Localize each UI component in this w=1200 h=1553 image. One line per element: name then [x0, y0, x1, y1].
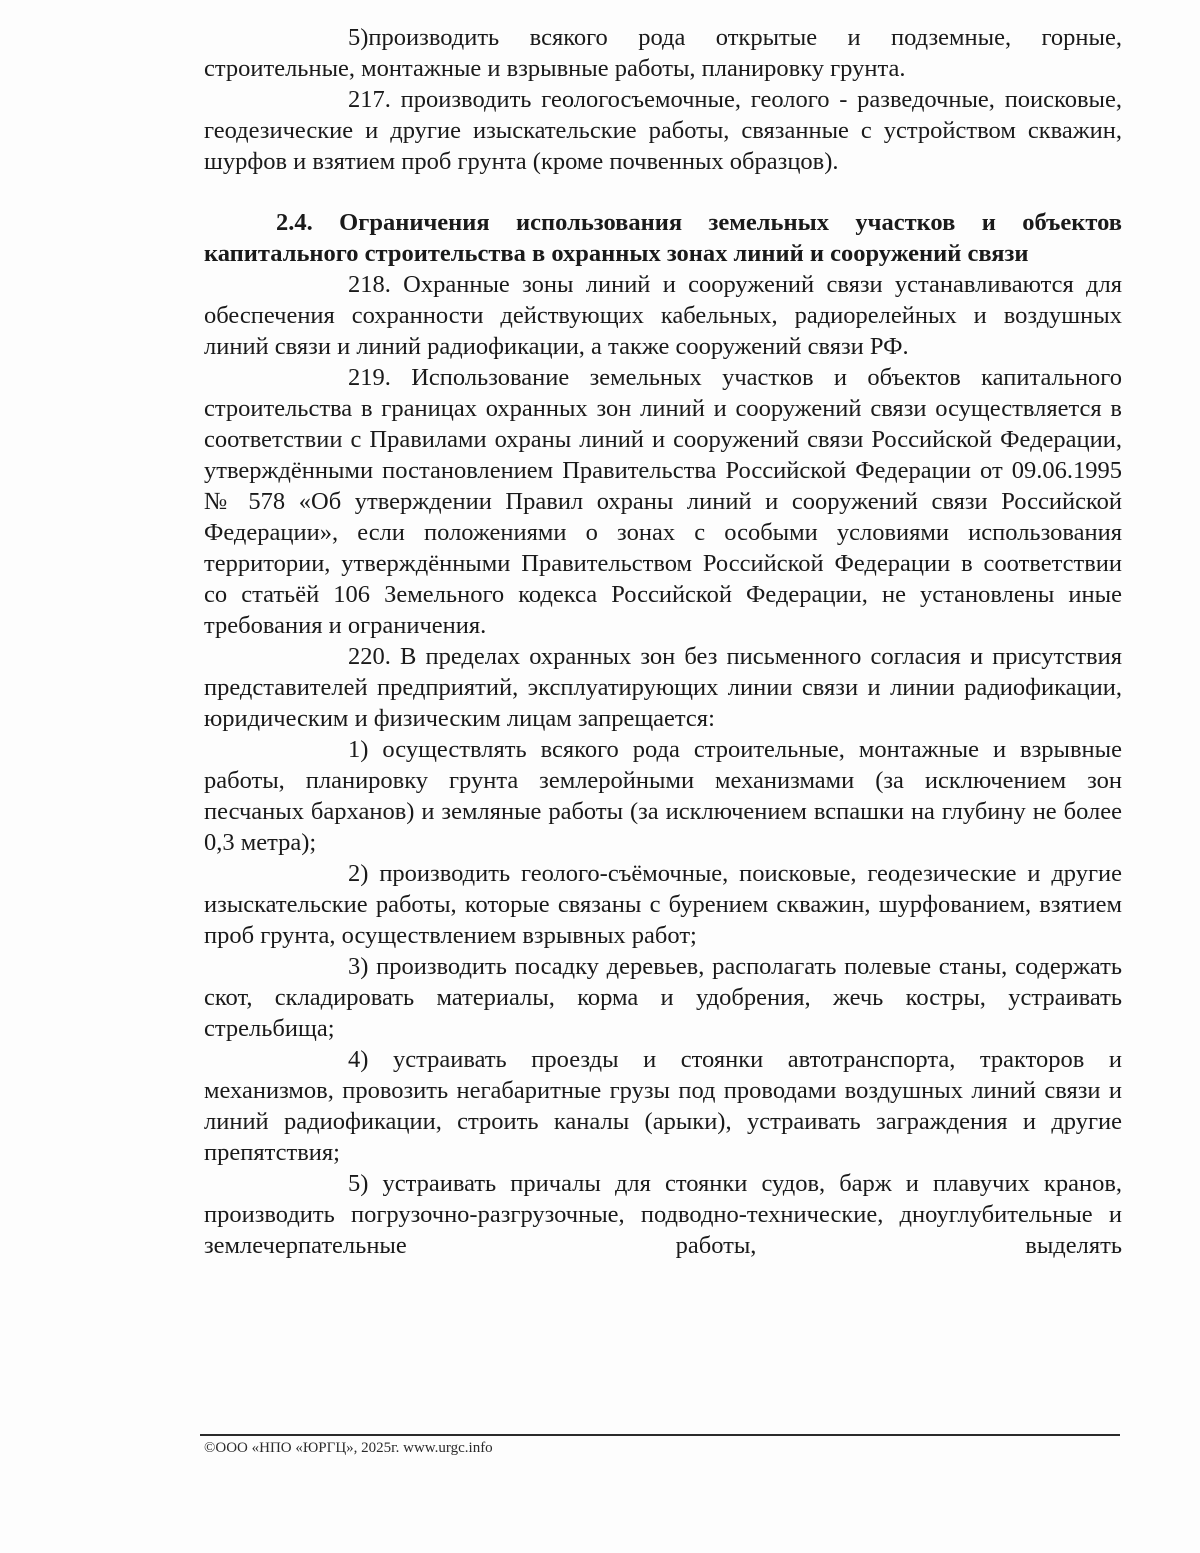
- paragraph-item-5-top: [204, 22, 1122, 84]
- list-item-3: [204, 951, 1122, 1044]
- item-number: 5): [348, 24, 369, 51]
- paragraph-number: 218.: [348, 271, 391, 298]
- item-number: 5): [348, 1170, 369, 1197]
- paragraph-text: В пределах охранных зон без письменного согласия и присутствия представителей предприятий, эксплуатирующих линии связи и линии радиофикации, юридическим и физическим лицам запрещается:: [204, 643, 1123, 732]
- item-number: 1): [348, 736, 369, 763]
- paragraph-number: 219.: [348, 364, 391, 391]
- paragraph-text: производить геологосъемочные, геолого - разведочные, поисковые, геодезические и другие изыскательские работы, связанные с устройством скважин, шурфов и взятием проб грунта (кроме почвенных образцов).: [204, 86, 1122, 175]
- item-text: производить всякого рода открытые и подземные, горные, строительные, монтажные и взрывные работы, планировку грунта.: [204, 24, 1122, 82]
- item-text: устраивать причалы для стоянки судов, барж и плавучих кранов, производить погрузочно-разгрузочные, подводно-технические, дноуглубительные и землечерпательные работы, выделять: [204, 1170, 1123, 1259]
- paragraph-number: 217.: [348, 86, 391, 113]
- list-item-4: [204, 1044, 1122, 1168]
- paragraph-217: [204, 84, 1122, 177]
- item-number: 4): [348, 1046, 369, 1073]
- footer-copyright: ©ООО «НПО «ЮРГЦ», 2025г. www.urgc.info: [204, 1440, 493, 1456]
- paragraph-219: [204, 362, 1122, 641]
- item-text: устраивать проезды и стоянки автотранспорта, тракторов и механизмов, провозить негабаритные грузы под проводами воздушных линий связи и линий радиофикации, строить каналы (арыки), устраивать заграждения и другие препятствия;: [204, 1046, 1123, 1166]
- paragraph-text: Охранные зоны линий и сооружений связи устанавливаются для обеспечения сохранности действующих кабельных, радиорелейных и воздушных линий связи и линий радиофикации, а также сооружений связи РФ.: [204, 271, 1123, 360]
- paragraph-220: [204, 641, 1122, 734]
- list-item-1: [204, 734, 1122, 858]
- paragraph-218: [204, 269, 1122, 362]
- document-body: [204, 22, 1122, 1261]
- item-text: производить посадку деревьев, располагать полевые станы, содержать скот, складировать материалы, корма и удобрения, жечь костры, устраивать стрельбища;: [204, 953, 1122, 1042]
- item-number: 2): [348, 860, 369, 887]
- list-item-2: [204, 858, 1122, 951]
- item-number: 3): [348, 953, 369, 980]
- paragraph-text: Использование земельных участков и объектов капитального строительства в границах охранных зон линий и сооружений связи осуществляется в соответствии с Правилами охраны линий и сооружений связи Российской Федерации, утверждёнными постановлением Правительства Российской Федерации от 09.06.1995 № 578 «Об утверждении Правил охраны линий и сооружений связи Российской Федерации», если положениями о зонах с особыми условиями использования территории, утверждёнными Правительством Российской Федерации в соответствии со статьёй 106 Земельного кодекса Российской Федерации, не установлены иные требования и ограничения.: [204, 364, 1122, 639]
- footer-divider: [200, 1434, 1120, 1436]
- section-heading-2-4: 2.4. Ограничения использования земельных участков и объектов капитального строительства в охранных зонах линий и сооружений связи: [204, 209, 1122, 267]
- paragraph-number: 220.: [348, 643, 391, 670]
- item-text: осуществлять всякого рода строительные, монтажные и взрывные работы, планировку грунта землеройными механизмами (за исключением зон песчаных барханов) и земляные работы (за исключением вспашки на глубину не более 0,3 метра);: [204, 736, 1123, 856]
- item-text: производить геолого-съёмочные, поисковые, геодезические и другие изыскательские работы, которые связаны с бурением скважин, шурфованием, взятием проб грунта, осуществлением взрывных работ;: [204, 860, 1123, 949]
- list-item-5: [204, 1168, 1122, 1261]
